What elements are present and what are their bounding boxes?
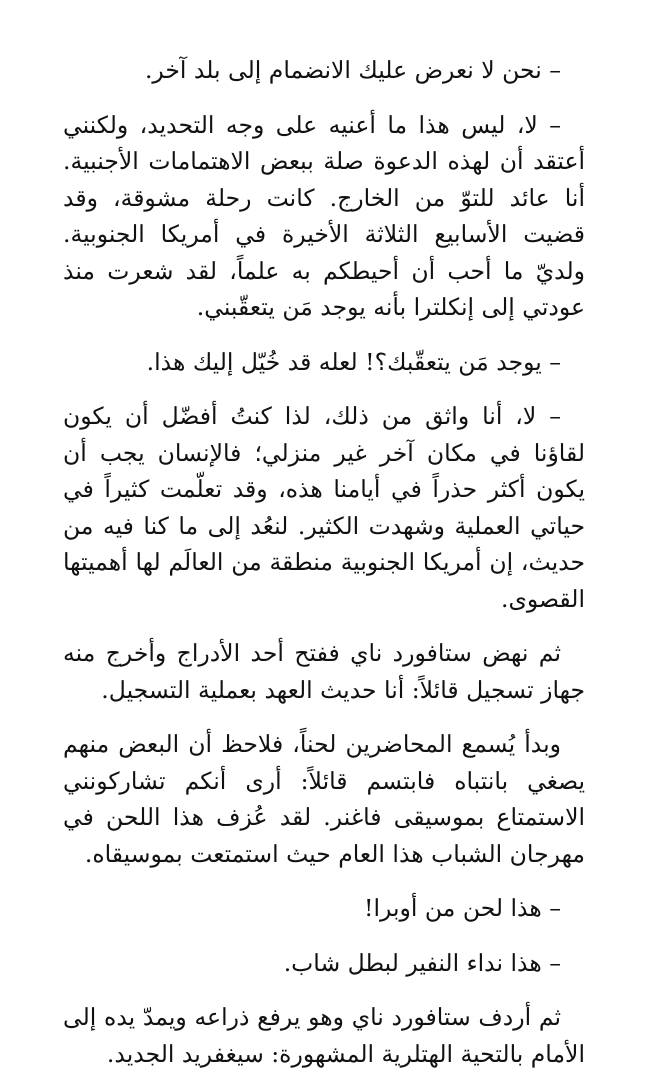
narration-paragraph: ثم أردف ستافورد ناي وهو يرفع ذراعه ويمدّ يده إلى الأمام بالتحية الهتلرية المشهورة: سيغفريد الجديد. <box>63 1003 585 1068</box>
dialogue-line: – يوجد مَن يتعقّبك؟! لعله قد خُيّل إليك هذا. <box>146 347 561 376</box>
book-page <box>63 52 585 1090</box>
dialogue-paragraph: – لا، ليس هذا ما أعنيه على وجه التحديد، ولكنني أعتقد أن لهذه الدعوة صلة ببعض الاهتمامات الأجنبية. أنا عائد للتوّ من الخارج. كانت رحلة مشوقة، وقد قضيت الأسابيع الثلاثة الأخيرة في أمريكا الجنوبية. ولديّ ما أحب أن أحيطكم به علماً، لقد شعرت منذ عودتي إلى إنكلترا بأنه يوجد مَن يتعقّبني. <box>63 110 585 321</box>
narration-paragraph: وبدأ يُسمع المحاضرين لحناً، فلاحظ أن البعض منهم يصغي بانتباه فابتسم قائلاً: أرى أنكم تشاركونني الاستمتاع بموسيقى فاغنر. لقد عُزف هذا اللحن في مهرجان الشباب هذا العام حيث استمتعت بموسيقاه. <box>63 730 585 868</box>
dialogue-paragraph: – لا، أنا واثق من ذلك، لذا كنتُ أفضّل أن يكون لقاؤنا في مكان آخر غير منزلي؛ فالإنسان يجب أن يكون أكثر حذراً في أيامنا هذه، وقد تعلّمت كثيراً في حياتي العملية وشهدت الكثير. لنعُد إلى ما كنا فيه من حديث، إن أمريكا الجنوبية منطقة من العالَم لها أهميتها القصوى. <box>63 402 585 613</box>
narration-paragraph: ثم نهض ستافورد ناي ففتح أحد الأدراج وأخرج منه جهاز تسجيل قائلاً: أنا حديث العهد بعملية التسجيل. <box>63 639 585 704</box>
dialogue-line: – هذا نداء النفير لبطل شاب. <box>283 948 561 977</box>
dialogue-line: – هذا لحن من أوبرا! <box>364 894 561 922</box>
dialogue-line: – نحن لا نعرض عليك الانضمام إلى بلد آخر. <box>144 56 561 84</box>
